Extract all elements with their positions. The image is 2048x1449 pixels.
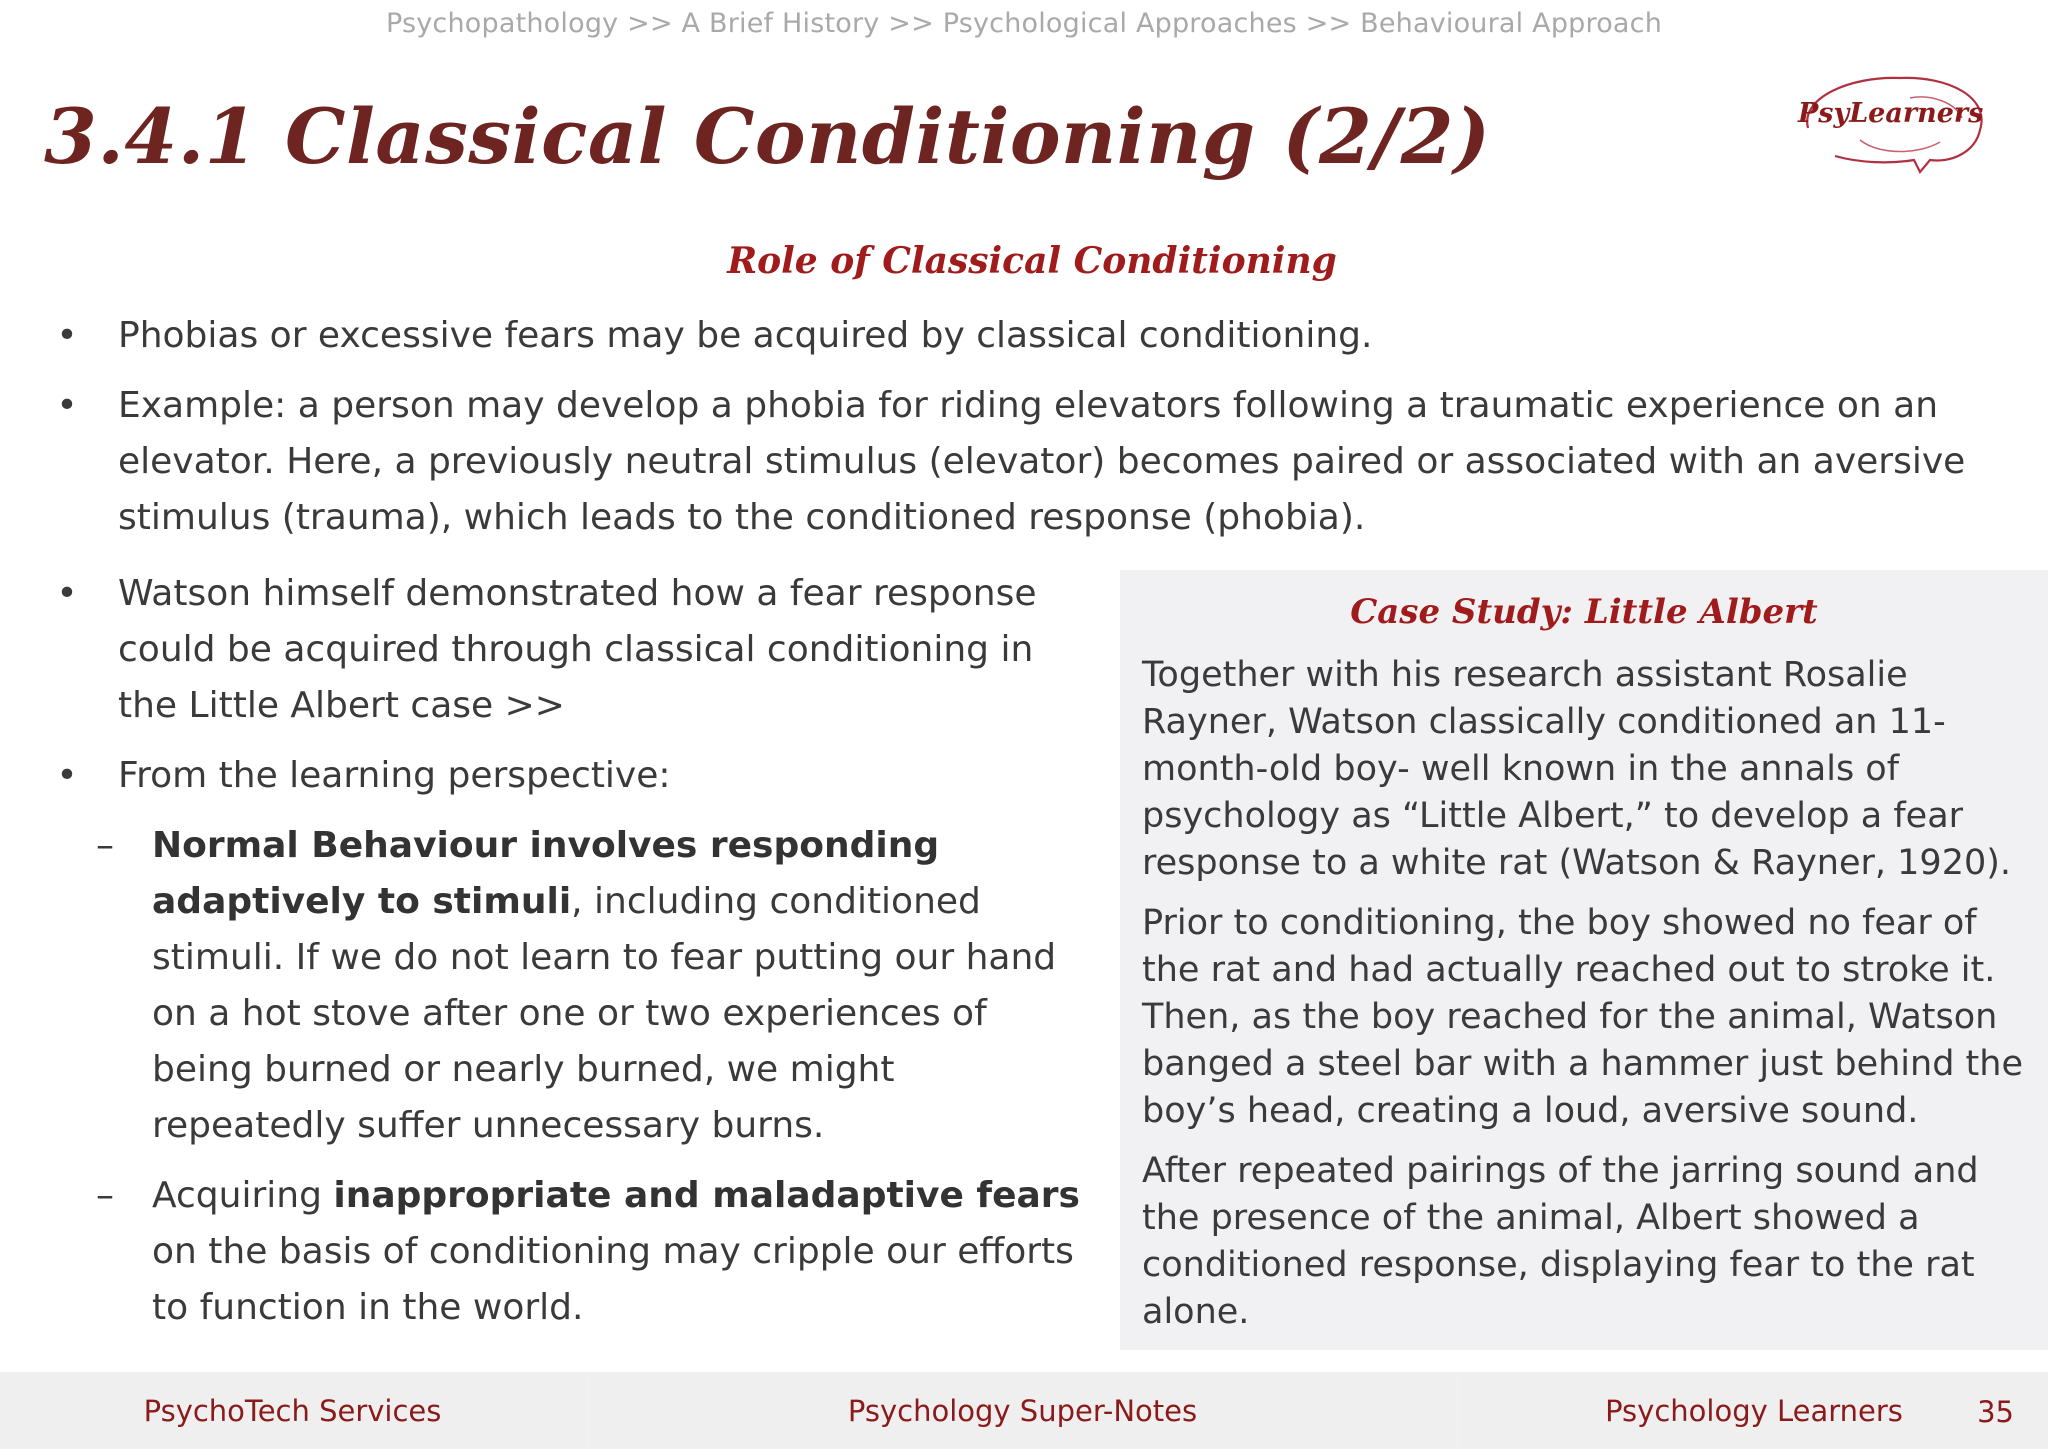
bullet-text: Phobias or excessive fears may be acquired by classical conditioning.	[118, 315, 1373, 356]
breadcrumb: Psychopathology >> A Brief History >> Psychological Approaches >> Behavioural Approach	[385, 8, 1663, 39]
bullet-item	[56, 308, 1998, 364]
bullet-text: Watson himself demonstrated how a fear response could be acquired through classical conditioning in the Little Albert case >>	[118, 573, 1037, 726]
sub-bullet-text: , including conditioned stimuli. If we do not learn to fear putting our hand on a hot stove after one or two experiences of being burned or nearly burned, we might repeatedly suffer unnecessary burns.	[152, 881, 1057, 1146]
case-study-paragraph: Prior to conditioning, the boy showed no fear of the rat and had actually reached out to stroke it. Then, as the boy reached for the animal, Watson banged a steel bar with a hammer just behind the boy’s head, creating a loud, aversive sound.	[1142, 903, 2023, 1131]
footer	[0, 1372, 2048, 1449]
sub-bullet-text: on the basis of conditioning may cripple our efforts to function in the world.	[152, 1231, 1074, 1328]
sub-bullet-bold: inappropriate and maladaptive fears	[333, 1175, 1080, 1216]
page-number: 35	[1977, 1395, 2014, 1429]
sub-bullet-dash: –	[96, 1175, 114, 1216]
bullet-item	[56, 748, 1078, 804]
sub-bullet-item	[96, 818, 1087, 1154]
footer-left: PsychoTech Services	[0, 1372, 585, 1449]
bullet-text: Example: a person may develop a phobia for riding elevators following a traumatic experience on an elevator. Here, a previously neutral stimulus (elevator) becomes paired or associated with an aversive stimulus (trauma), which leads to the conditioned response (phobia).	[118, 385, 1966, 538]
logo-text: PsyLearners	[1798, 98, 1984, 129]
case-study-box	[1120, 570, 2048, 1350]
bullet-dot: •	[56, 573, 78, 614]
bullet-dot: •	[56, 315, 78, 356]
psylearners-logo	[1790, 68, 1990, 183]
bullet-item	[56, 378, 1998, 546]
case-study-title: Case Study: Little Albert	[1350, 592, 1818, 632]
bullet-dot: •	[56, 385, 78, 426]
sub-bullet-dash: –	[96, 825, 114, 866]
sub-bullet-bold: Normal Behaviour involves responding adaptively to stimuli	[152, 825, 940, 922]
bullet-dot: •	[56, 755, 78, 796]
section-heading: Role of Classical Conditioning	[727, 240, 1337, 282]
case-study-paragraph: Together with his research assistant Rosalie Rayner, Watson classically conditioned an 11-month-old boy- well known in the annals of psychology as “Little Albert,” to develop a fear response to a white rat (Watson & Rayner, 1920).	[1142, 655, 2012, 883]
footer-right: Psychology Learners	[1460, 1372, 2048, 1449]
bullet-item	[56, 566, 1078, 734]
footer-center: Psychology Super-Notes	[590, 1372, 1455, 1449]
page-title: 3.4.1 Classical Conditioning (2/2)	[44, 92, 1491, 181]
sub-bullet-item	[96, 1168, 1087, 1336]
case-study-paragraph: After repeated pairings of the jarring sound and the presence of the animal, Albert showed a conditioned response, displaying fear to the rat alone.	[1142, 1151, 1979, 1332]
bullet-text: From the learning perspective:	[118, 755, 671, 796]
sub-bullet-text: Acquiring	[152, 1175, 334, 1216]
